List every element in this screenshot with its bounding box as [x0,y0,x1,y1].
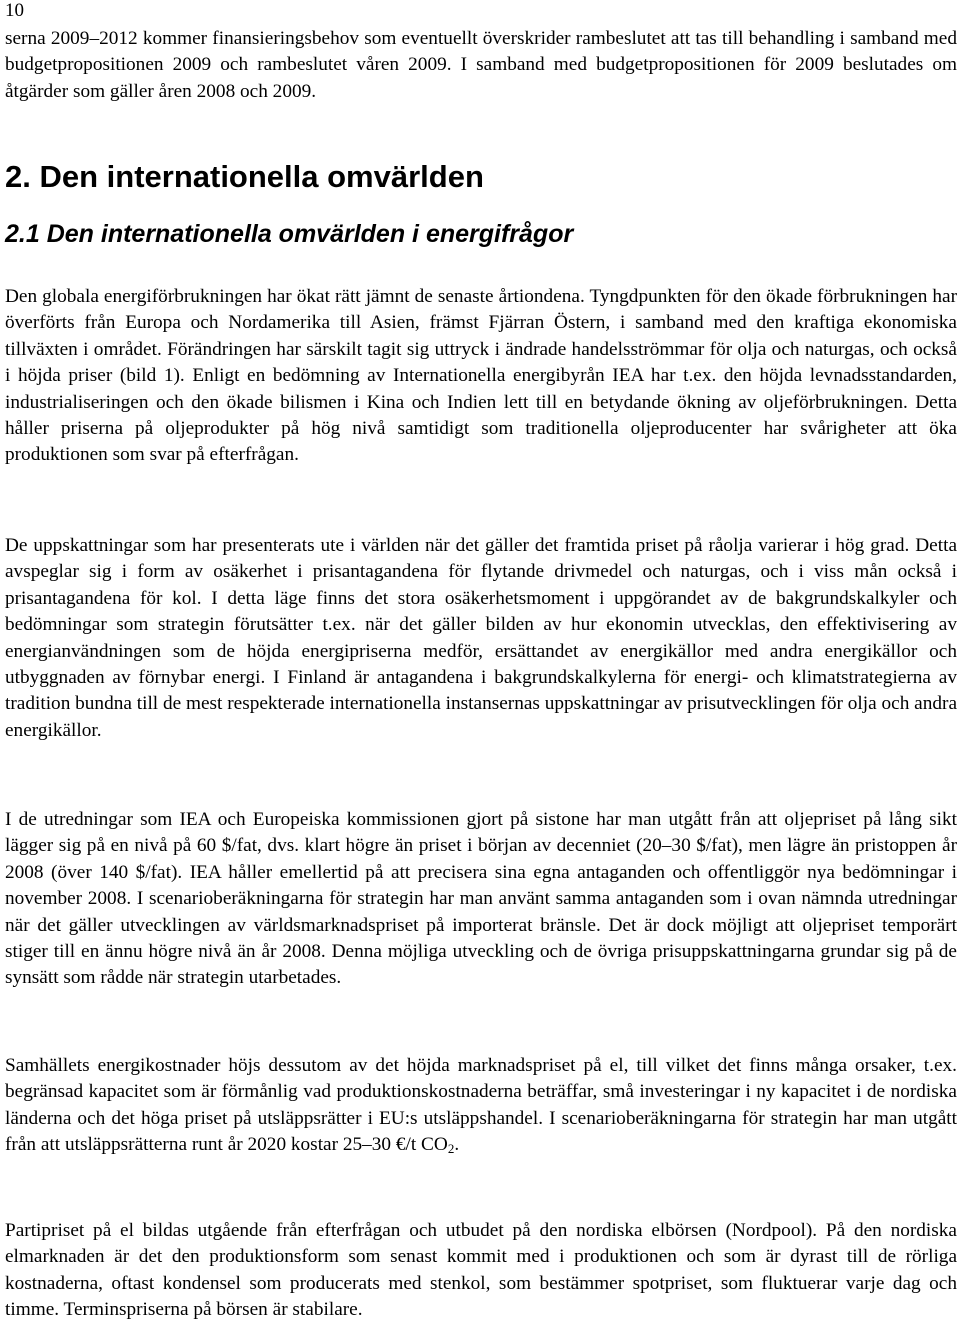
body-paragraph-4 [5,1053,957,1163]
body-paragraph-5: Partipriset på el bildas utgående från efterfrågan och utbudet på den nordiska elbörsen (Nordpool). På den nordiska elmarknaden är det den produktionsform som senast kommit med i produktionen och som är dyrast till de rörliga kostnaderna, oftast kondensel som producerats med stenkol, som bestämmer spotpriset, som fluktuerar varje dag och timme. Terminspriserna på börsen är stabilare. [5,1220,957,1321]
body-paragraph-3: I de utredningar som IEA och Europeiska kommissionen gjort på sistone har man utgått från att oljepriset på lång sikt lägger sig på en nivå på 60 $/fat, dvs. klart högre än priset i början av decenniet (20–30 $/fat), men lägre än pristoppen år 2008 (över 140 $/fat). IEA håller emellertid på att precisera sina egna antaganden och offentliggör nya bedömningar i november 2008. I scenarioberäkningarna för strategin har man använt samma antaganden som i ovan nämnda utredningar när det gäller utvecklingen av världsmarknadspriset på importerat bränsle. Det är dock möjligt att oljepriset temporärt stiger till en ännu högre nivå än år 2008. Denna möjliga utveckling och de övriga prisuppskattningarna grundar sig på de synsätt som rådde när strategin utarbetades. [5,809,957,989]
body-paragraph-4-tail: . [454,1134,460,1156]
co2-subscript: 2 [447,1141,455,1157]
section-heading: 2.1 Den internationella omvärlden i energifrågor [5,220,574,248]
page-number: 10 [5,0,24,21]
body-paragraph-1: Den globala energiförbrukningen har ökat rätt jämnt de senaste årtiondena. Tyngdpunkten för den ökade förbrukningen har överförts från Europa och Nordamerika till Asien, främst Fjärran Östern, i samband med den kraftiga ekonomiska tillväxten i området. Förändringen har särskilt tagit sig uttryck i ändrade handelsströmmar för olja och naturgas, och också i höjda priser (bild 1). Enligt en bedömning av Internationella energibyrån IEA har t.ex. den höjda levnadsstandarden, industrialiseringen och den ökade bilismen i Kina och Indien lett till en betydande ökning av oljeförbrukningen. Detta håller priserna på oljeprodukter på hög nivå samtidigt som traditionella oljeproducenter har svårigheter att öka produktionen som svar på efterfrågan. [5,286,957,466]
chapter-heading: 2. Den internationella omvärlden [5,159,484,194]
body-paragraph-2: De uppskattningar som har presenterats ute i världen när det gäller det framtida priset på råolja varierar i hög grad. Detta avspeglar sig i form av osäkerhet i prisantagandena för flytande drivmedel och naturgas, och i viss mån också i prisantagandena för kol. I detta läge finns det stora osäkerhetsmoment i uppgörandet av de bakgrundskalkyler och bedömningar som strategin förutsätter t.ex. när det gäller bilden av hur ekonomin utvecklas, den effektivisering av energianvändningen som de höjda energipriserna medför, ersättandet av energikällor med andra energikällor och utbyggnaden av förnybar energi. I Finland är antagandena i bakgrundskalkylerna för energi- och klimatstrategierna av tradition bundna till de mest respekterade internationella instansernas uppskattningar av prisutvecklingen för olja och andra energikällor. [5,535,957,741]
body-paragraph-4-text: Samhällets energikostnader höjs dessutom av det höjda marknadspriset på el, till vilket det finns många orsaker, t.ex. begränsad kapacitet som är förmånlig vad produktionskostnaderna beträffar, små investeringar i ny kapacitet i de nordiska länderna och det höga priset på utsläppsrätter i EU:s utsläppshandel. I scenarioberäkningarna för strategin har man utgått från att utsläppsrätterna runt år 2020 kostar 25–30 €/t CO [5,1055,957,1156]
intro-paragraph: serna 2009–2012 kommer finansieringsbehov som eventuellt överskrider rambeslutet att tas till behandling i samband med budgetpropositionen 2009 och rambeslutet våren 2009. I samband med budgetpropositionen för 2009 beslutades om åtgärder som gäller åren 2008 och 2009. [5,28,957,102]
